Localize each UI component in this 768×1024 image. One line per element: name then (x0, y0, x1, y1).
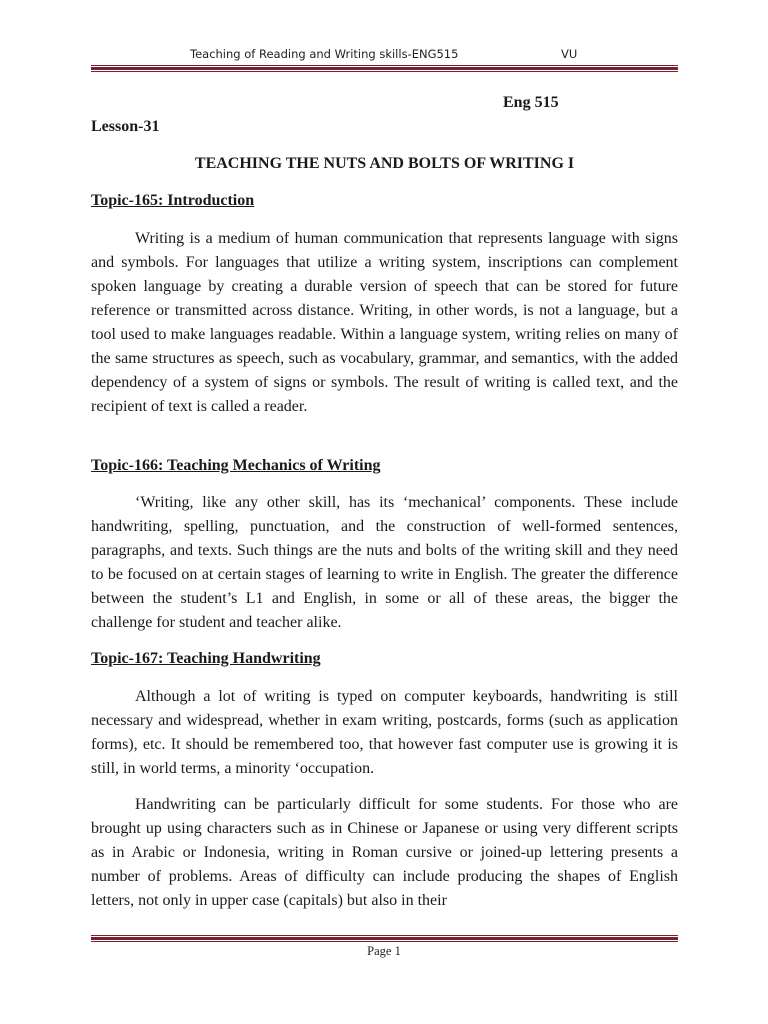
header-course-title: Teaching of Reading and Writing skills-ENG515 (190, 47, 459, 61)
page-number: Page 1 (367, 944, 401, 958)
lesson-title: TEACHING THE NUTS AND BOLTS OF WRITING I (194, 155, 575, 172)
header-institution: VU (561, 47, 578, 61)
header-rule (91, 65, 678, 72)
section-heading: Topic-165: Introduction (91, 192, 255, 209)
footer-rule (91, 935, 678, 942)
paragraph: Handwriting can be particularly difficult for some students. For those who are brought up using characters such as in Chinese or Japanese or using very different scripts as in Arabic or Indonesia, writing in Roman cursive or joined-up lettering presents a number of problems. Areas of difficulty can include producing the shapes of English letters, not only in upper case (capitals) but also in their (91, 796, 678, 909)
paragraph: Although a lot of writing is typed on computer keyboards, handwriting is still necessary and widespread, whether in exam writing, postcards, forms (such as application forms), etc. It should be remembered too, that however fast computer use is growing it is still, in world terms, a minority ‘occupation. (91, 688, 678, 777)
lesson-number: Lesson-31 (91, 118, 160, 135)
paragraph: Writing is a medium of human communication that represents language with signs and symbols. For languages that utilize a writing system, inscriptions can complement spoken language by creating a durable version of speech that can be stored for future reference or transmitted across distance. Writing, in other words, is not a language, but a tool used to make languages readable. Within a language system, writing relies on many of the same structures as speech, such as vocabulary, grammar, and semantics, with the added dependency of a system of signs or symbols. The result of writing is called text, and the recipient of text is called a reader. (91, 230, 678, 415)
section-heading: Topic-167: Teaching Handwriting (91, 650, 321, 667)
course-code: Eng 515 (503, 94, 559, 111)
paragraph: ‘Writing, like any other skill, has its ‘mechanical’ components. These include handwriting, spelling, punctuation, and the construction of well-formed sentences, paragraphs, and texts. Such things are the nuts and bolts of the writing skill and they need to be focused on at certain stages of learning to write in English. The greater the difference between the student’s L1 and English, in some or all of these areas, the bigger the challenge for student and teacher alike. (91, 494, 678, 631)
section-heading: Topic-166: Teaching Mechanics of Writing (91, 457, 381, 474)
